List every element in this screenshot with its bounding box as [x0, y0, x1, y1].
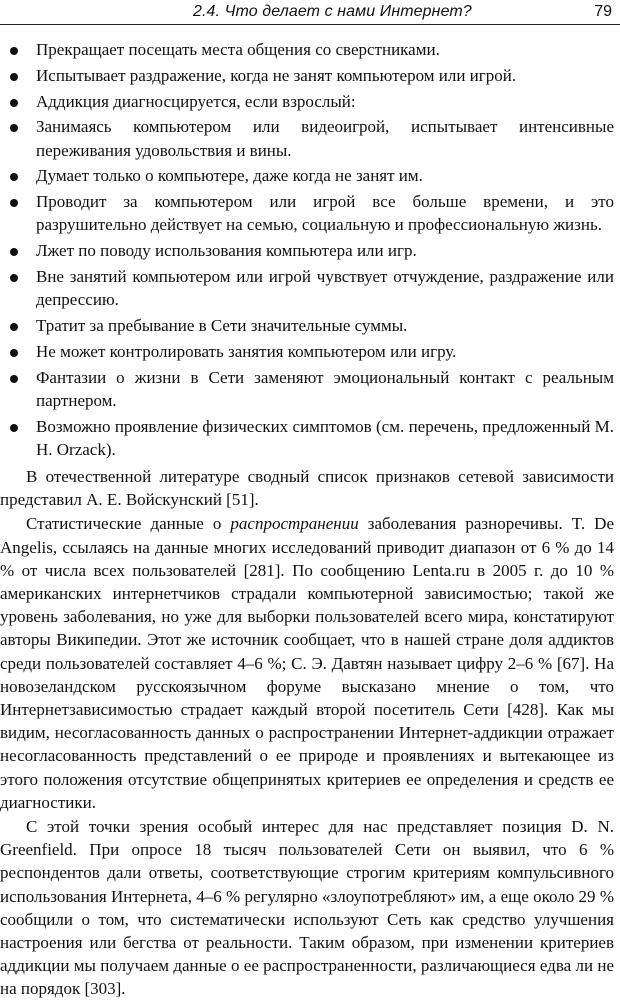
list-item: [0, 265, 614, 311]
bullet-icon: [10, 47, 18, 55]
list-item-text: Лжет по поводу использования компьютера или игр.: [36, 241, 417, 261]
bullet-icon: [10, 124, 18, 132]
bullet-icon: [10, 199, 18, 207]
list-item: [0, 340, 614, 363]
list-item-text: Прекращает посещать места общения со сверстниками.: [36, 40, 440, 59]
list-item: [0, 314, 614, 337]
paragraph-literature: В отечественной литературе сводный список признаков сетевой зависимости представил А. Е. Войскунский [51].: [0, 466, 614, 510]
paragraph-text: Статистические данные о: [26, 514, 231, 534]
bullet-icon: [10, 173, 18, 181]
bullet-icon: [10, 73, 18, 81]
paragraph-statistics: [0, 512, 614, 814]
list-item-text: Возможно проявление физических симптомов (см. перечень, предложенный М. Н. Orzack).: [36, 416, 614, 459]
bullet-icon: [10, 248, 18, 256]
bullet-icon: [10, 375, 18, 383]
header-rule: [0, 24, 620, 25]
list-item: [0, 239, 614, 262]
emphasis-text: распространении: [230, 514, 359, 534]
list-item-text: Проводит за компьютером или игрой все больше времени, и это разрушительно действует на семью, социальную и профессиональную жизнь.: [36, 192, 614, 235]
section-title: 2.4. Что делает с нами Интернет?: [193, 3, 472, 20]
list-item-text: Испытывает раздражение, когда не занят компьютером или игрой.: [36, 65, 517, 85]
list-item-text: Аддикция диагносцируется, если взрослый:: [36, 91, 356, 111]
list-item: [0, 38, 614, 61]
paragraph-greenfield: С этой точки зрения особый интерес для нас представляет позиция D. N. Greenfield. При опросе 18 тысяч пользователей Сети он выявил, что 6 % респондентов дали ответы, соответствующие строгим критериям компульсивного использования Интернета, 4–6 % регулярно «злоупотребляют» им, а еще около 29 % сообщили о том, что систематически используют Сеть как средство улучшения настроения или бегства от реальности. Таким образом, при изменении критериев аддикции мы получаем данные о ее распространенности, различающиеся едва ли не на порядок [303].: [0, 817, 614, 999]
running-header: [0, 0, 620, 26]
list-item-text: Занимаясь компьютером или видеоигрой, испытывает интенсивные переживания удовольствия и вины.: [36, 117, 614, 160]
list-item: [0, 64, 614, 87]
symptom-list: [0, 38, 614, 461]
bullet-icon: [10, 323, 18, 331]
paragraph-text: заболевания разноречивы. T. De Angelis, ссылаясь на данные многих исследований приводит диапазон от 6 % до 14 % от числа всех пользователей [281]. По сообщению Lenta.ru в 2005 г. до 10 % американских интернетчиков страдали компьютерной зависимостью; такой же уровень заболевания, но уже для выборки пользователей всего мира, констатируют авторы Википедии. Этот же источник сообщает, что в нашей стране доля аддиктов среди пользователей составляет 4–6 %; С. Э. Давтян называет цифру 2–6 % [67]. На новозеландском русскоязычном форуме высказано мнение о том, что Интернетзависимостью страдает каждый второй посетитель Сети [428]. Как мы видим, несогласованность данных о распространении Интернет-аддикции отражает несогласованность представлений о ее природе и проявлениях и вытекающее из этого положения отсутствие общепринятых критериев ее определения и средств ее диагностики.: [0, 514, 614, 812]
list-item: [0, 366, 614, 412]
bullet-icon: [10, 99, 18, 107]
list-item: [0, 164, 614, 187]
bullet-icon: [10, 274, 18, 282]
bullet-icon: [10, 349, 18, 357]
list-item-text: Не может контролировать занятия компьютером или игру.: [36, 341, 457, 361]
list-item: [0, 115, 614, 161]
page-number: 79: [594, 3, 612, 20]
list-item: [0, 415, 614, 461]
list-item-text: Фантазии о жизни в Сети заменяют эмоциональный контакт с реальным партнером.: [36, 367, 614, 410]
list-item-text: Вне занятий компьютером или игрой чувствует отчуждение, раздражение или депрессию.: [36, 266, 614, 310]
list-item: [0, 190, 614, 236]
list-item: [0, 90, 614, 113]
page-body: [0, 38, 614, 1001]
list-item-text: Думает только о компьютере, даже когда не занят им.: [36, 166, 423, 186]
bullet-icon: [10, 424, 18, 432]
list-item-text: Тратит за пребывание в Сети значительные суммы.: [36, 315, 408, 335]
